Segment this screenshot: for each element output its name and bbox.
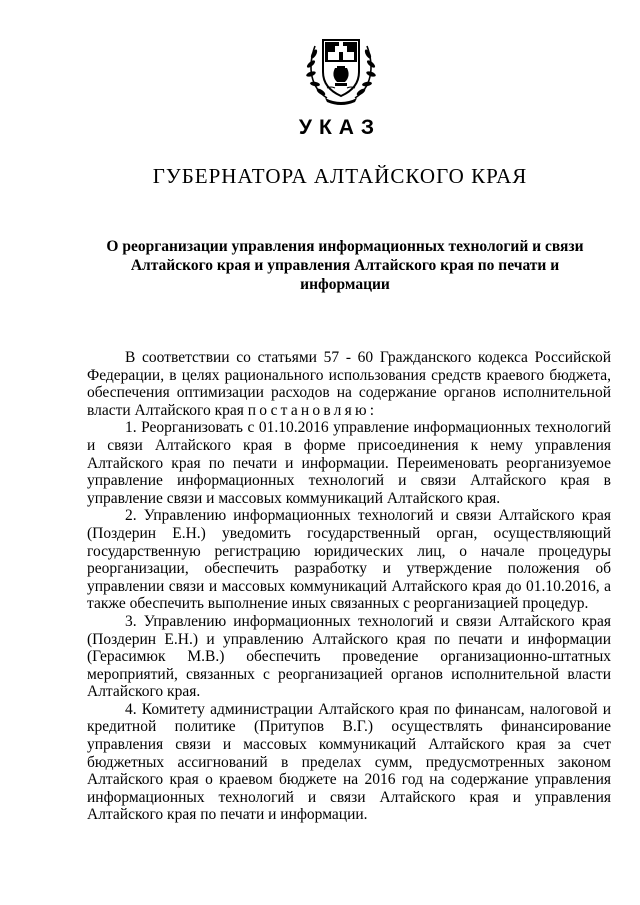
decree-item-3: 3. Управлению информационных технологий и связи Алтайского края (Поздерин Е.Н.) и управлению Алтайского края по печати и информации (Герасимюк М.В.) обеспечить проведение организационно-штатных мероприятий, связанных с реорганизацией органов исполнительной власти Алтайского края. <box>87 612 611 701</box>
decree-item-2: 2. Управлению информационных технологий и связи Алтайского края (Поздерин Е.Н.) уведомить государственный орган, осуществляющий государственную регистрацию юридических лиц, о начале процедуры реорганизации, обеспечить разработку и утверждение положения об управлении связи и массовых коммуникаций Алтайского края до 01.10.2016, а также обеспечить выполнение иных связанных с реорганизацией процедур. <box>87 507 611 613</box>
preamble-paragraph <box>87 349 611 419</box>
preamble-text: В соответствии со статьями 57 - 60 Гражданского кодекса Российской Федерации, в целях рационального использования средств краевого бюджета, обеспечения оптимизации расходов на содержание органов исполнительной власти Алтайского края <box>87 349 611 419</box>
decree-body <box>87 349 611 824</box>
decree-item-4: 4. Комитету администрации Алтайского края по финансам, налоговой и кредитной политике (Притупов В.Г.) осуществлять финансирование управления связи и массовых коммуникаций Алтайского края за счет бюджетных ассигнований в пределах сумм, предусмотренных законом Алтайского края о краевом бюджете на 2016 год на содержание управления информационных технологий и связи Алтайского края и управления Алтайского края по печати и информации. <box>87 700 611 824</box>
decree-subject: О реорганизации управления информационных технологий и связи Алтайского края и управления Алтайского края по печати и информации <box>106 238 584 293</box>
decree-item-1: 1. Реорганизовать с 01.10.2016 управление информационных технологий и связи Алтайского края в форме присоединения к нему управления Алтайского края по печати и информации. Переименовать реорганизуемое управление информационных технологий и связи Алтайского края в управление связи и массовых коммуникаций Алтайского края. <box>87 419 611 507</box>
issuer-title: ГУБЕРНАТОРА АЛТАЙСКОГО КРАЯ <box>152 164 528 188</box>
document-type-title: УКАЗ <box>298 116 382 139</box>
altai-krai-coat-of-arms-icon <box>301 28 381 108</box>
decree-word: постановляю: <box>247 401 378 419</box>
